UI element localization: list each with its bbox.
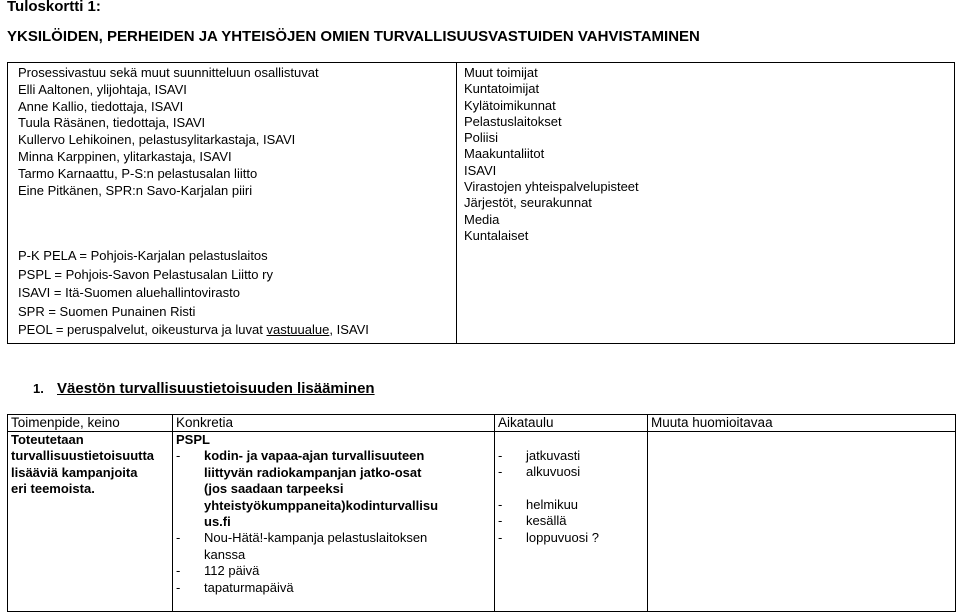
participant: Tarmo Karnaattu, P-S:n pelastusalan liitto: [18, 165, 258, 181]
header-notes: Muuta huomioitavaa: [648, 415, 956, 432]
actor: Media: [464, 211, 500, 227]
bullet-line: kodin- ja vapaa-ajan turvallisuuteen: [204, 448, 425, 464]
column-divider: [456, 63, 457, 343]
participant: Tuula Räsänen, tiedottaja, ISAVI: [18, 115, 206, 131]
bullet-dash: -: [498, 448, 503, 463]
bullet-dash: -: [498, 464, 503, 480]
schedule-text: alkuvuosi: [526, 464, 581, 480]
schedule-text: loppuvuosi ?: [526, 529, 599, 545]
main-heading: YKSILÖIDEN, PERHEIDEN JA YHTEISÖJEN OMIEN TURVALLISUUSVASTUIDEN VAHVISTAMINEN: [7, 28, 700, 45]
bullet-line: us.fi: [204, 514, 231, 530]
other-actors-header: Muut toimijat: [464, 65, 538, 80]
schedule-item: [498, 497, 644, 513]
notes-cell: [648, 432, 956, 612]
bullet-dash: -: [176, 448, 181, 464]
bullet-dash: -: [176, 563, 181, 579]
bullet-dash: -: [176, 579, 181, 595]
abbreviation: PSPL = Pohjois-Savon Pelastusalan Liitto ry: [18, 266, 273, 282]
bullet-line: yhteistyökumppaneita)kodinturvallisu: [204, 497, 439, 513]
bullet-text: 112 päivä: [204, 563, 260, 579]
participants-box: [7, 62, 955, 344]
schedule-item: [498, 513, 644, 529]
bullet-dash: -: [498, 513, 503, 529]
table-header-row: [8, 415, 956, 432]
schedule-text: kesällä: [526, 513, 567, 529]
bullet-line: (jos saadaan tarpeeksi: [204, 481, 344, 497]
actor: Virastojen yhteispalvelupisteet: [464, 179, 639, 195]
action-line: Toteutetaan: [11, 432, 84, 447]
org-label: PSPL: [176, 432, 210, 447]
peol-prefix: PEOL = peruspalvelut, oikeusturva ja luvat: [18, 322, 267, 338]
bullet-item: [176, 580, 491, 596]
bullet-text: [204, 530, 427, 563]
action-cell: [8, 432, 173, 612]
abbreviation: SPR = Suomen Punainen Risti: [18, 303, 196, 319]
bullet-dash: -: [498, 529, 503, 545]
actor: Kylätoimikunnat: [464, 97, 556, 113]
action-line: eri teemoista.: [11, 481, 95, 497]
bullet-text: [204, 448, 438, 530]
bullet-line: kanssa: [204, 546, 246, 562]
action-line: lisääviä kampanjoita: [11, 464, 138, 480]
participants-list: [18, 65, 319, 199]
actor: Poliisi: [464, 130, 498, 146]
participant: Kullervo Lehikoinen, pelastusylitarkastaja, ISAVI: [18, 132, 296, 148]
bullet-dash: -: [176, 530, 181, 546]
table-row: [8, 432, 956, 612]
header-schedule: Aikataulu: [495, 415, 648, 432]
abbreviation: P-K PELA = Pohjois-Karjalan pelastuslaitos: [18, 248, 268, 263]
abbreviations-list: [18, 247, 369, 340]
peol-suffix: , ISAVI: [329, 322, 369, 338]
action-line: turvallisuustietoisuutta: [11, 448, 155, 464]
participants-header: Prosessivastuu sekä muut suunnitteluun osallistuvat: [18, 65, 319, 80]
actor: Järjestöt, seurakunnat: [464, 195, 592, 211]
bullet-line: liittyvän radiokampanjan jatko-osat: [204, 464, 422, 480]
actor: Kuntalaiset: [464, 227, 529, 243]
schedule-text: jatkuvasti: [526, 448, 581, 463]
actor: Maakuntaliitot: [464, 146, 545, 162]
bullet-dash: -: [498, 496, 503, 512]
section-title: Väestön turvallisuustietoisuuden lisääminen: [57, 380, 375, 397]
participant: Anne Kallio, tiedottaja, ISAVI: [18, 98, 184, 114]
schedule-text: helmikuu: [526, 496, 579, 512]
abbreviation-peol: [18, 321, 369, 340]
schedule-item: [498, 530, 644, 546]
participant: Eine Pitkänen, SPR:n Savo-Karjalan piiri: [18, 182, 253, 198]
bullet-text: tapaturmapäivä: [204, 579, 294, 595]
concrete-cell: [173, 432, 495, 612]
schedule-item: [498, 448, 644, 464]
actor: Pelastuslaitokset: [464, 113, 562, 129]
bullet-line: Nou-Hätä!-kampanja pelastuslaitoksen: [204, 530, 428, 546]
schedule-item: [498, 464, 644, 480]
peol-underlined: vastuualue: [266, 322, 330, 338]
abbreviation: ISAVI = Itä-Suomen aluehallintovirasto: [18, 285, 240, 301]
schedule-cell: [495, 432, 648, 612]
participant: Elli Aaltonen, ylijohtaja, ISAVI: [18, 81, 187, 97]
section-number: 1.: [33, 381, 44, 396]
header-action: Toimenpide, keino: [8, 415, 173, 432]
bullet-item: [176, 530, 491, 563]
page-title: Tuloskortti 1:: [7, 0, 101, 15]
bullet-item: [176, 448, 491, 530]
actor: ISAVI: [464, 162, 497, 178]
header-concrete: Konkretia: [173, 415, 495, 432]
participant: Minna Karppinen, ylitarkastaja, ISAVI: [18, 148, 232, 164]
other-actors-list: [464, 65, 639, 244]
actor: Kuntatoimijat: [464, 81, 540, 97]
bullet-item: [176, 563, 491, 579]
action-table: [7, 414, 956, 612]
